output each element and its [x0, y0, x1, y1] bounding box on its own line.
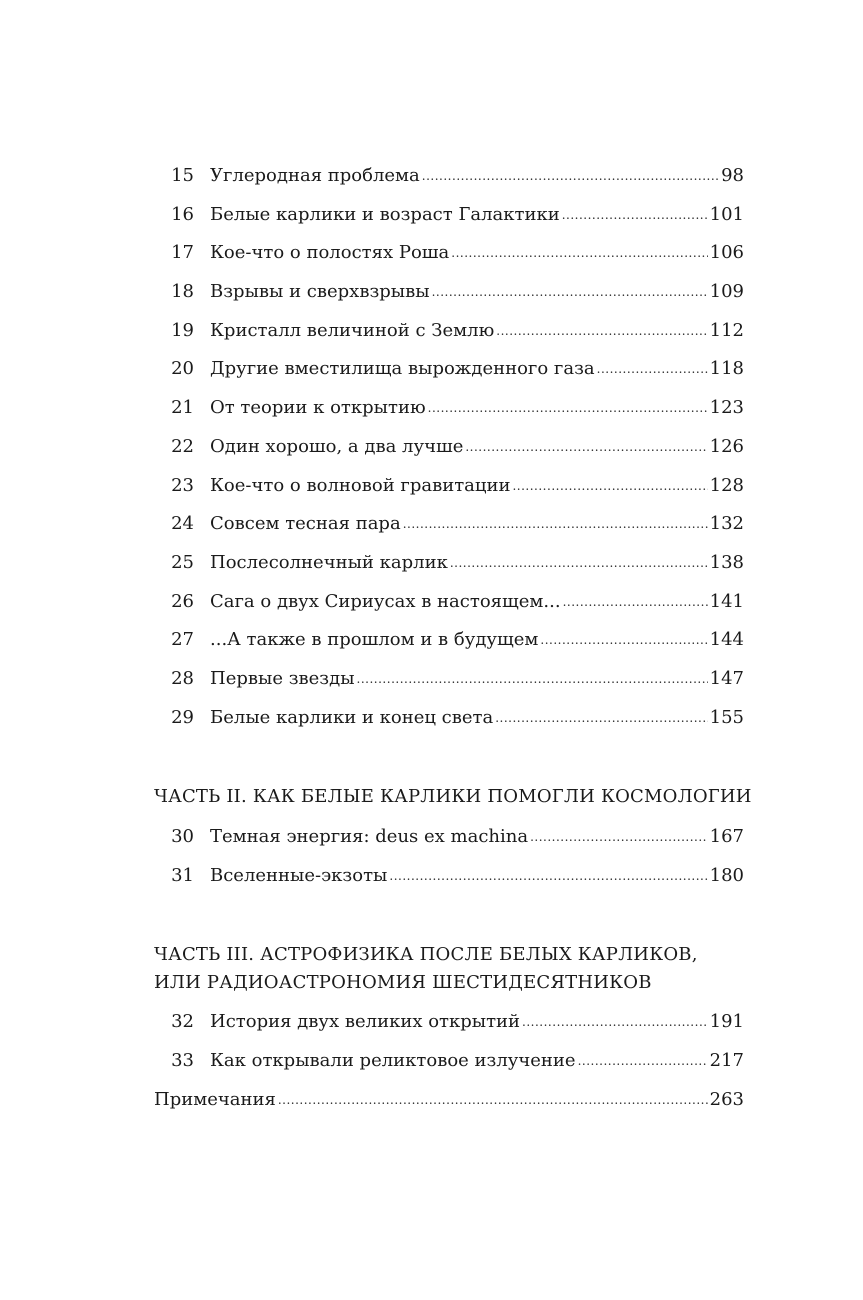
chapter-number: 31: [171, 865, 194, 886]
part-heading: ЧАСТЬ II. КАК БЕЛЫЕ КАРЛИКИ ПОМОГЛИ КОСМОЛОГИИ: [154, 786, 752, 807]
dot-leader: [496, 318, 707, 343]
chapter-title: Кое-что о волновой гравитации: [210, 475, 511, 496]
dot-leader: [465, 434, 707, 459]
dot-leader: [540, 627, 707, 652]
page-number: 132: [709, 513, 744, 534]
chapter-title: Вселенные-экзоты: [210, 865, 388, 886]
page-number: 123: [709, 397, 744, 418]
chapter-title: Темная энергия: deus ex machina: [210, 826, 529, 847]
chapter-number: 29: [171, 707, 194, 728]
toc-entry: [154, 1049, 744, 1074]
chapter-title: Взрывы и сверхвзрывы: [210, 281, 430, 302]
toc-entry: [154, 241, 744, 266]
chapter-number: 30: [171, 826, 194, 847]
toc-entry: [154, 280, 744, 305]
page-number: 138: [709, 552, 744, 573]
dot-leader: [522, 1009, 708, 1034]
chapter-title: Как открывали реликтовое излучение: [210, 1050, 576, 1071]
page-number: 167: [709, 826, 744, 847]
toc-entry: [154, 551, 744, 576]
dot-leader: [597, 356, 708, 381]
page-number: 101: [709, 204, 744, 225]
chapter-number: 22: [171, 436, 194, 457]
page-number: 106: [709, 242, 744, 263]
page-number: 191: [709, 1011, 744, 1032]
toc-entry: [154, 706, 744, 731]
dot-leader: [432, 279, 708, 304]
chapter-number: 18: [171, 281, 194, 302]
page-number: 98: [721, 165, 744, 186]
chapter-number: 17: [171, 242, 194, 263]
page-number: 126: [709, 436, 744, 457]
chapter-number: 25: [171, 552, 194, 573]
dot-leader: [428, 395, 708, 420]
chapter-title: Один хорошо, а два лучше: [210, 436, 464, 457]
chapter-number: 23: [171, 475, 194, 496]
chapter-number: 32: [171, 1011, 194, 1032]
part-heading: ИЛИ РАДИОАСТРОНОМИЯ ШЕСТИДЕСЯТНИКОВ: [154, 972, 652, 993]
chapter-number: 21: [171, 397, 194, 418]
toc-entry: [154, 319, 744, 344]
toc-entry: [154, 396, 744, 421]
dot-leader: [512, 473, 707, 498]
toc-entry: [154, 435, 744, 460]
notes-entry: [154, 1088, 744, 1113]
toc-entry: [154, 512, 744, 537]
chapter-title: Кристалл величиной с Землю: [210, 320, 495, 341]
toc-entry: [154, 164, 744, 189]
chapter-number: 24: [171, 513, 194, 534]
chapter-title: Сага о двух Сириусах в настоящем...: [210, 591, 561, 612]
toc-entry: [154, 864, 744, 889]
dot-leader: [578, 1048, 708, 1073]
page-number: 141: [709, 591, 744, 612]
page-number: 128: [709, 475, 744, 496]
dot-leader: [278, 1087, 708, 1112]
toc-entry: [154, 474, 744, 499]
page-number: 147: [709, 668, 744, 689]
notes-title: Примечания: [154, 1089, 276, 1110]
chapter-title: Углеродная проблема: [210, 165, 420, 186]
dot-leader: [422, 163, 719, 188]
toc-entry: [154, 357, 744, 382]
dot-leader: [403, 511, 708, 536]
dot-leader: [495, 705, 707, 730]
chapter-title: Послесолнечный карлик: [210, 552, 448, 573]
chapter-number: 27: [171, 629, 194, 650]
chapter-number: 15: [171, 165, 194, 186]
part-heading: ЧАСТЬ III. АСТРОФИЗИКА ПОСЛЕ БЕЛЫХ КАРЛИКОВ,: [154, 944, 698, 965]
page-number: 155: [709, 707, 744, 728]
chapter-title: Кое-что о полостях Роша: [210, 242, 450, 263]
chapter-title: ...А также в прошлом и в будущем: [210, 629, 539, 650]
dot-leader: [451, 240, 707, 265]
chapter-title: Белые карлики и конец света: [210, 707, 494, 728]
chapter-title: Белые карлики и возраст Галактики: [210, 204, 560, 225]
page-number: 180: [709, 865, 744, 886]
toc-entry: [154, 1010, 744, 1035]
page-number: 263: [709, 1089, 744, 1110]
chapter-number: 16: [171, 204, 194, 225]
chapter-number: 19: [171, 320, 194, 341]
dot-leader: [389, 863, 707, 888]
toc-entry: [154, 203, 744, 228]
chapter-title: Совсем тесная пара: [210, 513, 401, 534]
dot-leader: [530, 824, 708, 849]
page-number: 109: [709, 281, 744, 302]
toc-entry: [154, 667, 744, 692]
dot-leader: [563, 589, 708, 614]
dot-leader: [562, 202, 708, 227]
page-number: 217: [709, 1050, 744, 1071]
chapter-title: История двух великих открытий: [210, 1011, 521, 1032]
toc-entry: [154, 825, 744, 850]
chapter-title: Другие вместилища вырожденного газа: [210, 358, 595, 379]
chapter-number: 33: [171, 1050, 194, 1071]
chapter-number: 28: [171, 668, 194, 689]
page-number: 118: [709, 358, 744, 379]
toc-entry: [154, 628, 744, 653]
chapter-title: Первые звезды: [210, 668, 355, 689]
page-number: 144: [709, 629, 744, 650]
chapter-number: 26: [171, 591, 194, 612]
dot-leader: [450, 550, 708, 575]
dot-leader: [357, 666, 708, 691]
toc-entry: [154, 590, 744, 615]
chapter-number: 20: [171, 358, 194, 379]
chapter-title: От теории к открытию: [210, 397, 426, 418]
page-number: 112: [709, 320, 744, 341]
